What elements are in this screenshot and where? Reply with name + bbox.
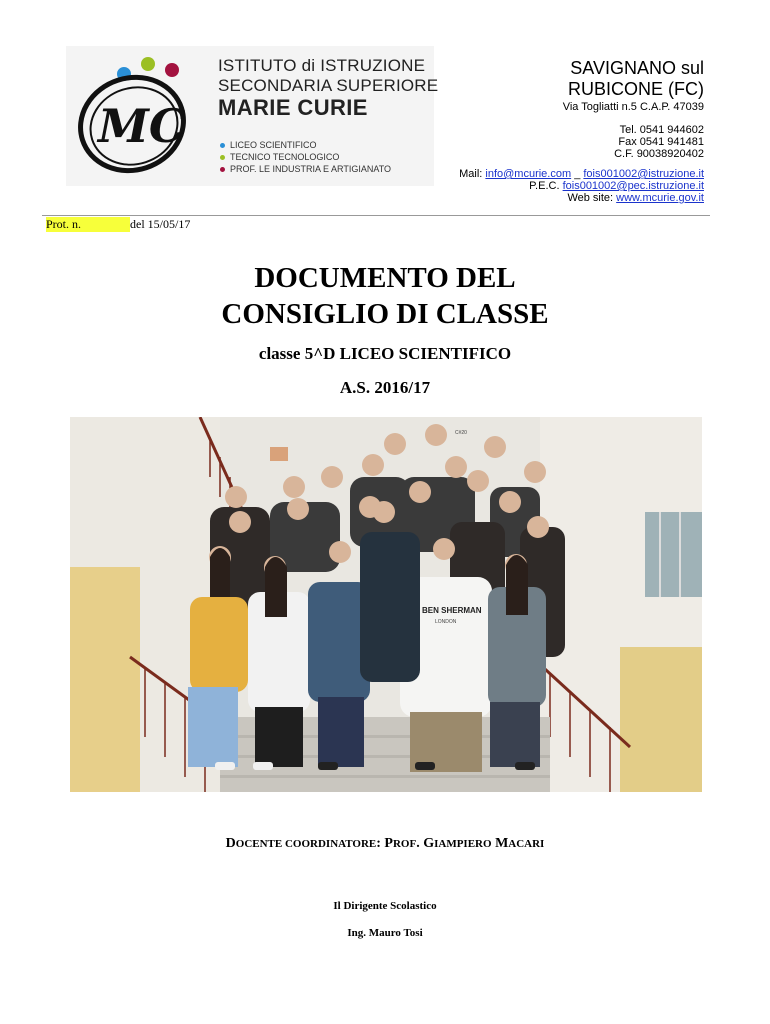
pec-line — [529, 180, 704, 192]
class-photo — [70, 417, 702, 792]
telephone: Tel. 0541 944602 — [619, 124, 704, 136]
principal-role: Il Dirigente Scolastico — [333, 900, 437, 912]
address: Via Togliatti n.5 C.A.P. 47039 — [562, 101, 704, 113]
website-line — [567, 192, 704, 204]
website-link[interactable]: www.mcurie.gov.it — [616, 192, 704, 204]
title-line-2: CONSIGLIO DI CLASSE — [221, 298, 549, 330]
track-item: LICEO SCIENTIFICO — [220, 140, 317, 150]
class-photo-illustration — [70, 417, 702, 792]
mail-link-info[interactable]: info@mcurie.com — [485, 168, 572, 180]
class-line: classe 5^D LICEO SCIENTIFICO — [258, 344, 512, 363]
header-divider — [42, 215, 710, 216]
logo-dot-red — [165, 63, 179, 77]
wall-sign-text: C#20 — [455, 430, 467, 436]
school-name: MARIE CURIE — [218, 95, 368, 120]
fiscal-code: C.F. 90038920402 — [614, 148, 704, 160]
school-line-1: ISTITUTO di ISTRUZIONE — [218, 56, 426, 75]
mail-link-istruzione[interactable]: fois001002@istruzione.it — [583, 168, 704, 180]
marie-curie-logo — [72, 52, 212, 182]
shirt-logo-text: BEN SHERMAN — [422, 606, 482, 615]
shirt-sub-text: LONDON — [435, 619, 457, 625]
school-year: A.S. 2016/17 — [339, 378, 431, 397]
fax: Fax 0541 941481 — [618, 136, 704, 148]
red-dot-icon — [220, 167, 225, 172]
protocol-number: Prot. n. — [46, 217, 130, 232]
document-title — [0, 260, 770, 332]
website-label: Web site: — [567, 192, 614, 204]
coordinator-line: DOCENTE COORDINATORE: PROF. GIAMPIERO MACARI — [225, 836, 545, 851]
mail-label: Mail: — [459, 168, 483, 180]
pec-label: P.E.C. — [529, 180, 560, 192]
school-logo-block — [66, 46, 439, 186]
track-item: TECNICO TECNOLOGICO — [220, 152, 339, 162]
mail-line — [459, 168, 704, 180]
green-dot-icon — [220, 155, 225, 160]
principal-name: Ing. Mauro Tosi — [347, 927, 423, 939]
pec-link[interactable]: fois001002@pec.istruzione.it — [562, 180, 704, 192]
protocol-date: del 15/05/17 — [130, 217, 191, 231]
mail-separator: _ — [571, 168, 584, 180]
blue-dot-icon — [220, 143, 225, 148]
school-line-2: SECONDARIA SUPERIORE — [218, 76, 439, 95]
title-line-1: DOCUMENTO DEL — [254, 262, 516, 294]
track-item: PROF. LE INDUSTRIA E ARTIGIANATO — [220, 164, 391, 174]
logo-dot-green — [141, 57, 155, 71]
city-line-2: RUBICONE (FC) — [568, 79, 704, 99]
protocol-line — [46, 217, 190, 232]
logo-letters: MC — [98, 99, 186, 153]
city-line-1: SAVIGNANO sul — [570, 58, 704, 78]
